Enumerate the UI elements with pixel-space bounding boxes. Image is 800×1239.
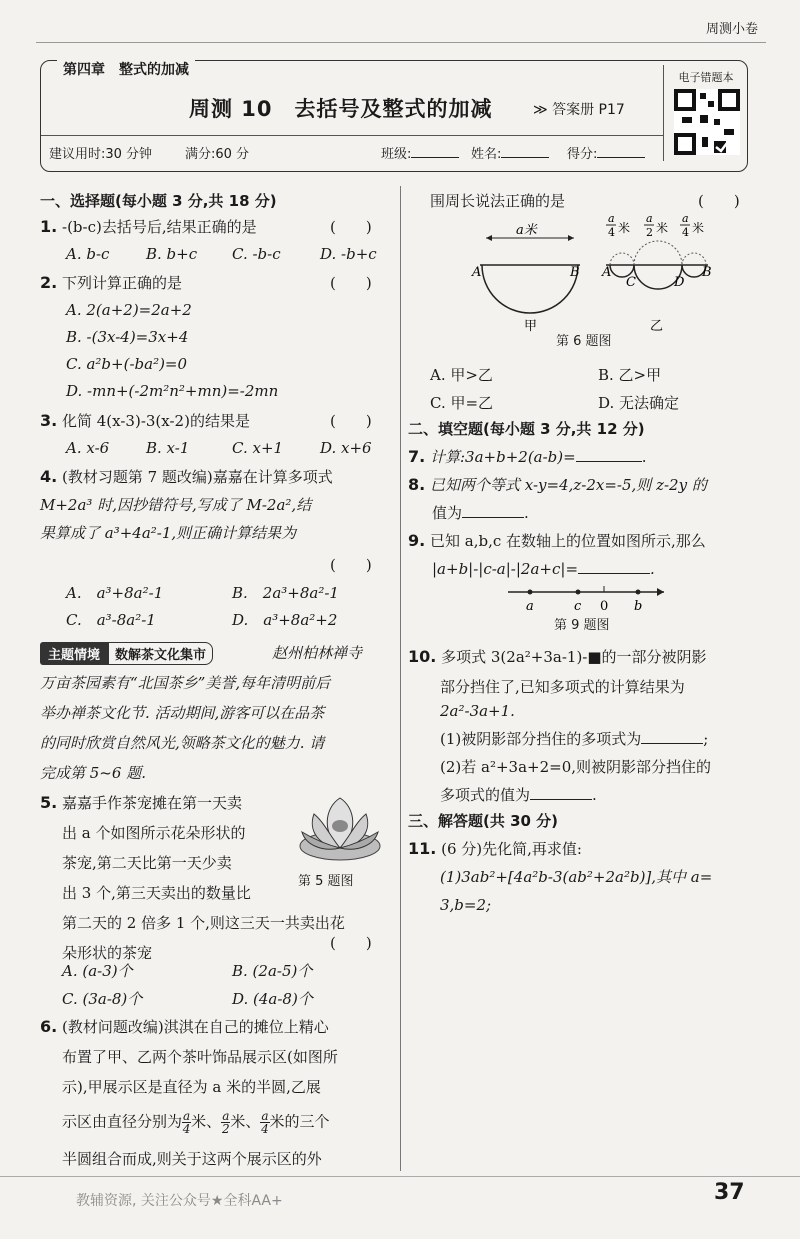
- q10-line-2: 部分挡住了,已知多项式的计算结果为: [440, 678, 685, 696]
- q2-number: 2.: [40, 273, 58, 292]
- qr-code-icon[interactable]: [674, 89, 740, 155]
- class-label: 班级:: [381, 147, 412, 162]
- q5-line-3: 茶宠,第二天比第一天少卖: [62, 854, 232, 872]
- qr-label: 电子错题本: [678, 71, 734, 84]
- q4-option-c[interactable]: C. a³-8a²-1: [66, 611, 156, 629]
- q5-answer-paren[interactable]: ( ): [330, 934, 372, 952]
- q3-text: 化简 4(x-3)-3(x-2)的结果是: [62, 412, 250, 430]
- svg-text:2: 2: [646, 226, 653, 239]
- fig6-left-label: 甲: [524, 319, 538, 334]
- q11-line-1: (6 分)先化简,再求值:: [441, 840, 582, 858]
- q11-line-2: (1)3ab²+[4a²b-3(ab²+2a²b)],其中 a=: [440, 868, 713, 886]
- question-9: [408, 530, 706, 552]
- q6-option-c[interactable]: C. 甲=乙: [430, 394, 494, 412]
- fig6-right-C: C: [626, 275, 636, 290]
- q3-option-c[interactable]: C. x+1: [232, 439, 284, 457]
- question-1: [40, 216, 257, 238]
- question-3: [40, 410, 250, 432]
- q10-line-4-row: (1)被阴影部分挡住的多项式为 ;: [440, 730, 709, 748]
- q10-line-4: (1)被阴影部分挡住的多项式为: [440, 730, 642, 748]
- q3-answer-paren[interactable]: ( ): [330, 412, 372, 430]
- q2-text: 下列计算正确的是: [62, 274, 183, 292]
- name-label: 姓名:: [471, 147, 502, 162]
- theme-line-3: 举办禅茶文化节. 活动期间,游客可以在品茶: [40, 704, 325, 722]
- q9-blank[interactable]: [578, 573, 650, 574]
- question-11: [408, 838, 582, 860]
- q7-text: 计算:3a+b+2(a-b)=: [430, 448, 576, 466]
- info-divider: [41, 135, 663, 136]
- question-8: [408, 474, 707, 496]
- q6-option-b[interactable]: B. 乙>甲: [598, 366, 662, 384]
- q9-line-1: 已知 a,b,c 在数轴上的位置如图所示,那么: [430, 532, 706, 550]
- theme-tag-title: 数解茶文化集市: [108, 642, 213, 665]
- score-label: 得分:: [567, 147, 598, 162]
- q6-answer-paren[interactable]: ( ): [698, 192, 740, 210]
- q3-option-d[interactable]: D. x+6: [320, 439, 372, 457]
- q6-line-2: 布置了甲、乙两个茶叶饰品展示区(如图所: [62, 1048, 338, 1066]
- q6-figure: [468, 210, 718, 340]
- q9-axis-zero: 0: [600, 599, 609, 614]
- q1-option-c[interactable]: C. -b-c: [232, 245, 281, 263]
- q8-line-1: 已知两个等式 x-y=4,z-2x=-5,则 z-2y 的: [430, 476, 707, 494]
- q11-answer-area[interactable]: [408, 930, 744, 1170]
- q6-figure-caption: 第 6 题图: [556, 334, 612, 349]
- column-divider: [400, 186, 401, 1171]
- fig6-diam-label: a米: [516, 223, 537, 238]
- q10-line-3: 2a²-3a+1.: [440, 702, 515, 720]
- q7-number: 7.: [408, 447, 426, 466]
- q6-option-d[interactable]: D. 无法确定: [598, 394, 680, 412]
- q5-option-a[interactable]: A. (a-3)个: [62, 962, 133, 980]
- top-rule: [36, 42, 766, 43]
- svg-text:4: 4: [682, 226, 689, 239]
- theme-line-4: 的同时欣赏自然风光,领略茶文化的魅力. 请: [40, 734, 325, 752]
- svg-text:米: 米: [656, 221, 669, 235]
- svg-text:a: a: [608, 212, 615, 225]
- q5-line-5: 第二天的 2 倍多 1 个,则这三天一共卖出花: [62, 914, 345, 932]
- q10-line-6-row: 多项式的值为 .: [440, 786, 597, 804]
- q1-text: -(b-c)去括号后,结果正确的是: [62, 218, 257, 236]
- svg-text:a: a: [682, 212, 689, 225]
- q6-line-4-text: 示区由直径分别为: [62, 1112, 183, 1131]
- question-4: [40, 466, 390, 544]
- q6-line-3: 示),甲展示区是直径为 a 米的半圆,乙展: [62, 1078, 321, 1096]
- q6-frac-2: $\frac{a}{2}$: [221, 1109, 230, 1136]
- svg-text:4: 4: [608, 226, 615, 239]
- header-box: [40, 60, 748, 172]
- chapter-label: 第四章 整式的加减: [57, 59, 195, 79]
- q9-number: 9.: [408, 531, 426, 550]
- question-6: [40, 1016, 329, 1038]
- q2-option-a[interactable]: A. 2(a+2)=2a+2: [66, 301, 192, 319]
- theme-tag: [40, 642, 213, 664]
- q4-line-2: M+2a³ 时,因抄错符号,写成了 M-2a²,结: [40, 496, 312, 514]
- question-2: [40, 272, 182, 294]
- page-number: 37: [714, 1180, 745, 1205]
- q4-option-b[interactable]: B. 2a³+8a²-1: [232, 584, 339, 602]
- corner-label: 周测小卷: [705, 22, 758, 37]
- q9-number-line: [504, 582, 674, 614]
- q9-axis-a: a: [526, 599, 534, 614]
- q9-figure-caption: 第 9 题图: [554, 618, 610, 633]
- footer-rule: [0, 1176, 800, 1177]
- q4-option-a[interactable]: A. a³+8a²-1: [66, 584, 164, 602]
- svg-text:a: a: [646, 212, 653, 225]
- section-fill-title: 二、填空题(每小题 3 分,共 12 分): [408, 420, 645, 438]
- q4-line-3: 果算成了 a³+4a²-1,则正确计算结果为: [40, 524, 297, 542]
- svg-text:米: 米: [618, 221, 631, 235]
- q2-option-c[interactable]: C. a²b+(-ba²)=0: [66, 355, 188, 373]
- q8-blank[interactable]: [462, 517, 524, 518]
- q2-option-d[interactable]: D. -mn+(-2m²n²+mn)=-2mn: [66, 382, 279, 400]
- fig6-left-B: B: [570, 265, 580, 280]
- q6-frac-1: $\frac{a}{4}$: [182, 1109, 191, 1136]
- theme-tag-label: 主题情境: [40, 642, 108, 665]
- question-7: 7. 计算:3a+b+2(a-b)= .: [408, 447, 647, 466]
- qr-panel: [663, 65, 748, 161]
- q1-option-d[interactable]: D. -b+c: [320, 245, 377, 263]
- q10-line-6: 多项式的值为: [440, 786, 531, 804]
- question-5: [40, 792, 242, 814]
- fig6-right-label: 乙: [650, 319, 664, 334]
- answer-ref-text: 答案册 P17: [552, 102, 625, 118]
- theme-line-5: 完成第 5~6 题.: [40, 764, 146, 782]
- q3-number: 3.: [40, 411, 58, 430]
- q2-answer-paren[interactable]: ( ): [330, 274, 372, 292]
- q4-option-d[interactable]: D. a³+8a²+2: [232, 611, 338, 629]
- q5-figure-caption: 第 5 题图: [298, 874, 354, 889]
- q11-line-3: 3,b=2;: [440, 896, 492, 914]
- page-title: 周测 10 去括号及整式的加减: [189, 97, 493, 121]
- q6-continuation: 围周长说法正确的是: [430, 192, 566, 210]
- lotus-flower-figure: [294, 786, 386, 866]
- q1-answer-paren[interactable]: ( ): [330, 218, 372, 236]
- q5-line-2: 出 a 个如图所示花朵形状的: [62, 824, 246, 842]
- fig6-left-semicircle: [482, 265, 578, 313]
- q2-option-b[interactable]: B. -(3x-4)=3x+4: [66, 328, 189, 346]
- q6-line-4: 示区由直径分别为 $\frac{a}{4}$ 米、 $\frac{a}{2}$ 米、 $\frac{a}{4}$ 米的三个: [62, 1109, 330, 1136]
- q5-line-4: 出 3 个,第三天卖出的数量比: [62, 884, 251, 902]
- q8-line-2-row: 值为 .: [432, 504, 529, 522]
- fig6-right-B: B: [702, 265, 712, 280]
- q4-answer-paren[interactable]: ( ): [330, 556, 372, 574]
- time-hint: 建议用时:30 分钟: [49, 147, 153, 162]
- section-choice-title: 一、选择题(每小题 3 分,共 18 分): [40, 192, 277, 210]
- q7-blank[interactable]: [576, 461, 642, 462]
- q5-number: 5.: [40, 793, 58, 812]
- theme-line-2: 万亩茶园素有“北国茶乡”美誉,每年清明前后: [40, 674, 331, 692]
- footer-watermark: 教辅资源, 关注公众号★全科AA+: [76, 1193, 283, 1209]
- q5-option-c[interactable]: C. (3a-8)个: [62, 990, 143, 1008]
- q1-option-b[interactable]: B. b+c: [146, 245, 198, 263]
- answer-ref: ≫ 答案册 P17: [533, 102, 625, 118]
- question-10: [408, 646, 707, 668]
- q3-option-b[interactable]: B. x-1: [146, 439, 190, 457]
- q5-line-6: 朵形状的茶宠: [62, 944, 153, 962]
- theme-line-1: 赵州柏林禅寺: [272, 644, 363, 662]
- q4-line-1: (教材习题第 7 题改编)嘉嘉在计算多项式: [62, 468, 333, 486]
- q5-option-b[interactable]: B. (2a-5)个: [232, 962, 313, 980]
- q8-line-2: 值为: [432, 504, 463, 522]
- name-field[interactable]: [471, 143, 549, 162]
- q9-axis-b: b: [634, 599, 643, 614]
- score-field[interactable]: [567, 143, 645, 162]
- q10-blank-2[interactable]: [530, 799, 592, 800]
- q6-line-5: 半圆组合而成,则关于这两个展示区的外: [62, 1150, 322, 1168]
- fig6-right-D: D: [674, 275, 685, 290]
- q10-number: 10.: [408, 647, 437, 666]
- score-hint: 满分:60 分: [185, 147, 250, 162]
- q6-number: 6.: [40, 1017, 58, 1036]
- q6-frac-3: $\frac{a}{4}$: [261, 1109, 269, 1136]
- q10-blank-1[interactable]: [641, 743, 703, 744]
- q6-option-a[interactable]: A. 甲>乙: [430, 366, 493, 384]
- q5-line-1: 嘉嘉手作茶宠摊在第一天卖: [62, 794, 243, 812]
- q9-line-2-row: |a+b|-|c-a|-|2a+c|= .: [432, 560, 655, 578]
- q1-number: 1.: [40, 217, 58, 236]
- fig6-left-A: A: [472, 265, 482, 280]
- q8-number: 8.: [408, 475, 426, 494]
- q10-line-5: (2)若 a²+3a+2=0,则被阴影部分挡住的: [440, 758, 712, 776]
- q6-line-1: (教材问题改编)淇淇在自己的摊位上精心: [62, 1018, 329, 1036]
- fig6-right-A: A: [602, 265, 612, 280]
- q4-number: 4.: [40, 467, 58, 486]
- q9-axis-c: c: [574, 599, 582, 614]
- section-answer-title: 三、解答题(共 30 分): [408, 812, 559, 830]
- q10-line-1: 多项式 3(2a²+3a-1)-■的一部分被阴影: [441, 648, 707, 666]
- svg-text:米: 米: [692, 221, 705, 235]
- q3-option-a[interactable]: A. x-6: [66, 439, 110, 457]
- q9-line-2: |a+b|-|c-a|-|2a+c|=: [432, 560, 579, 578]
- q5-option-d[interactable]: D. (4a-8)个: [232, 990, 313, 1008]
- class-field[interactable]: [381, 143, 459, 162]
- q1-option-a[interactable]: A. b-c: [66, 245, 110, 263]
- q11-number: 11.: [408, 839, 437, 858]
